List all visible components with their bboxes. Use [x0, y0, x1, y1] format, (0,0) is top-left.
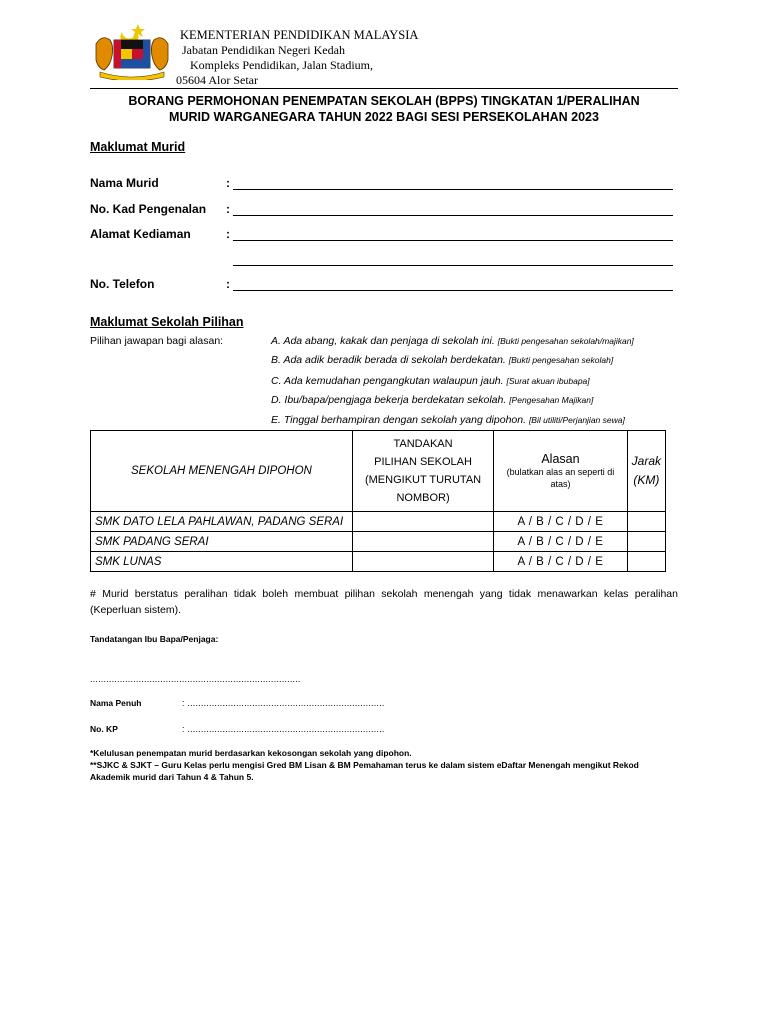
label-kad-pengenalan: No. Kad Pengenalan	[90, 202, 207, 216]
reason-option-b: B. Ada adik beradik berada di sekolah berdekatan. [Bukti pengesahan sekolah]	[271, 354, 614, 366]
alamat-kediaman-field-line-2[interactable]	[233, 265, 673, 266]
no-kp-label: No. KP	[90, 724, 118, 734]
school-section-title: Maklumat Sekolah Pilihan	[90, 315, 244, 329]
note-kelulusan: *Kelulusan penempatan murid berdasarkan kekosongan sekolah yang dipohon.	[90, 748, 412, 758]
signature-line[interactable]: ..............................................................................	[90, 674, 301, 684]
peralihan-footnote: # Murid berstatus peralihan tidak boleh membuat pilihan sekolah menengah yang tidak menawarkan kelas peralihan (Keperluan sistem).	[90, 588, 678, 616]
ministry-crest-logo	[92, 22, 172, 80]
reason-option-c: C. Ada kemudahan pengangkutan walaupun jauh. [Surat akuan ibubapa]	[271, 375, 590, 387]
kad-pengenalan-field[interactable]	[233, 215, 673, 216]
reason-option-e: E. Tinggal berhampiran dengan sekolah yang dipohon. [Bil utiliti/Perjanjian sewa]	[271, 414, 625, 426]
pilihan-cell[interactable]	[352, 512, 493, 532]
header-divider	[90, 88, 678, 89]
table-row	[91, 512, 666, 532]
colon: :	[226, 277, 230, 291]
ministry-name: KEMENTERIAN PENDIDIKAN MALAYSIA	[180, 28, 419, 42]
no-kp-field[interactable]: : .........................................................................	[182, 724, 385, 734]
alasan-cell[interactable]: A / B / C / D / E	[494, 532, 627, 552]
colon: :	[226, 227, 230, 241]
alasan-cell[interactable]: A / B / C / D / E	[494, 552, 627, 572]
note-akademik: Akademik murid dari Tahun 4 & Tahun 5.	[90, 772, 254, 782]
label-alamat-kediaman: Alamat Kediaman	[90, 227, 191, 241]
school-name-cell: SMK DATO LELA PAHLAWAN, PADANG SERAI	[91, 512, 353, 532]
jarak-cell[interactable]	[627, 532, 665, 552]
nama-murid-field[interactable]	[233, 189, 673, 190]
colon: :	[226, 202, 230, 216]
form-title-line-1: BORANG PERMOHONAN PENEMPATAN SEKOLAH (BPPS) TINGKATAN 1/PERALIHAN	[128, 94, 640, 108]
col-header-pilihan: TANDAKAN PILIHAN SEKOLAH (MENGIKUT TURUTAN NOMBOR)	[352, 431, 493, 512]
signature-label: Tandatangan Ibu Bapa/Penjaga:	[90, 634, 219, 644]
jarak-cell[interactable]	[627, 512, 665, 532]
note-sjkc-sjkt: **SJKC & SJKT – Guru Kelas perlu mengisi Gred BM Lisan & BM Pemahaman terus ke dalam sistem eDaftar Menengah mengikut Rekod	[90, 760, 639, 770]
reason-option-d: D. Ibu/bapa/pengjaga bekerja berdekatan sekolah. [Pengesahan Majikan]	[271, 394, 594, 406]
no-telefon-field[interactable]	[233, 290, 673, 291]
school-selection-table	[90, 430, 666, 572]
label-no-telefon: No. Telefon	[90, 277, 155, 291]
jarak-cell[interactable]	[627, 552, 665, 572]
address-line-2: 05604 Alor Setar	[176, 73, 258, 87]
reason-option-a: A. Ada abang, kakak dan penjaga di sekolah ini. [Bukti pengesahan sekolah/majikan]	[271, 335, 634, 347]
table-row	[91, 532, 666, 552]
nama-penuh-label: Nama Penuh	[90, 698, 142, 708]
col-header-school: SEKOLAH MENENGAH DIPOHON	[91, 431, 353, 512]
department-name: Jabatan Pendidikan Negeri Kedah	[182, 43, 345, 57]
address-line-1: Kompleks Pendidikan, Jalan Stadium,	[190, 58, 373, 72]
student-section-title: Maklumat Murid	[90, 140, 186, 154]
table-row	[91, 552, 666, 572]
form-title-line-2: MURID WARGANEGARA TAHUN 2022 BAGI SESI PERSEKOLAHAN 2023	[169, 110, 599, 124]
alasan-cell[interactable]: A / B / C / D / E	[494, 512, 627, 532]
col-header-jarak: Jarak (KM)	[627, 431, 665, 512]
nama-penuh-field[interactable]: : .........................................................................	[182, 698, 385, 708]
colon: :	[226, 176, 230, 190]
label-nama-murid: Nama Murid	[90, 176, 159, 190]
school-name-cell: SMK LUNAS	[91, 552, 353, 572]
alamat-kediaman-field[interactable]	[233, 240, 673, 241]
pilihan-cell[interactable]	[352, 532, 493, 552]
reason-label: Pilihan jawapan bagi alasan:	[90, 335, 224, 347]
pilihan-cell[interactable]	[352, 552, 493, 572]
col-header-alasan: Alasan (bulatkan alas an seperti di atas)	[494, 431, 627, 512]
table-header-row	[91, 431, 666, 512]
school-name-cell: SMK PADANG SERAI	[91, 532, 353, 552]
